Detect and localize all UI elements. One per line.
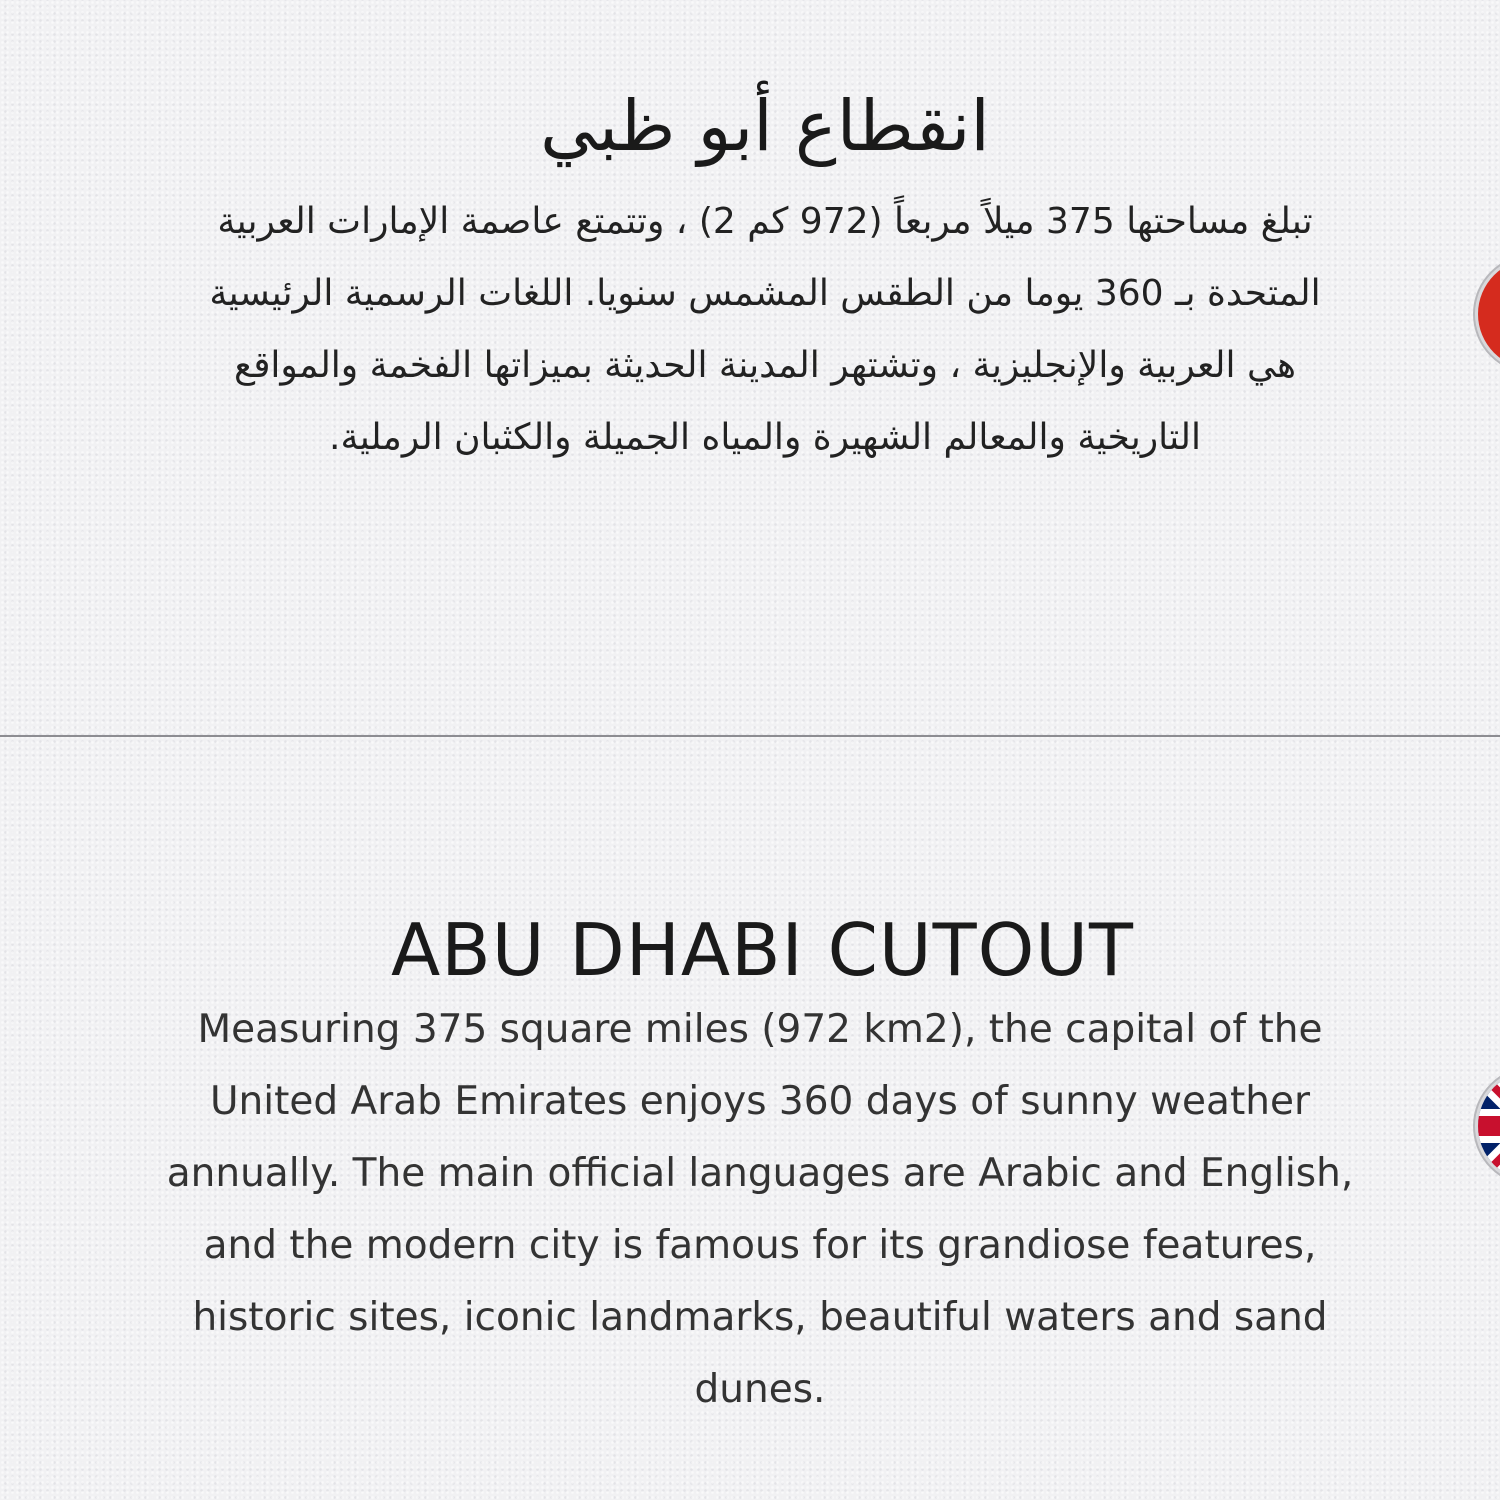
english-section xyxy=(0,737,1500,1500)
english-description: Measuring 375 square miles (972 km2), the capital of the United Arab Emirates enjoys 360 days of sunny weather annually. The main official languages are Arabic and English, and the modern city is famous for its grandiose features, historic sites, iconic landmarks, beautiful waters and sand dunes. xyxy=(166,1007,1354,1412)
arabic-description: تبلغ مساحتها 375 ميلاً مربعاً (972 كم 2) ، وتتمتع عاصمة الإمارات العربية المتحدة بـ 360 يوما من الطقس المشمس سنويا. اللغات الرسمية الرئيسية هي العربية والإنجليزية ، وتشتهر المدينة الحديثة بميزاتها الفخمة والمواقع التاريخية والمعالم الشهيرة والمياه الجميلة والكثبان الرملية. xyxy=(209,201,1321,458)
arabic-section xyxy=(0,0,1500,736)
arabic-title: انقطاع أبو ظبي xyxy=(540,85,990,167)
english-title: ABU DHABI CUTOUT xyxy=(391,908,1134,992)
